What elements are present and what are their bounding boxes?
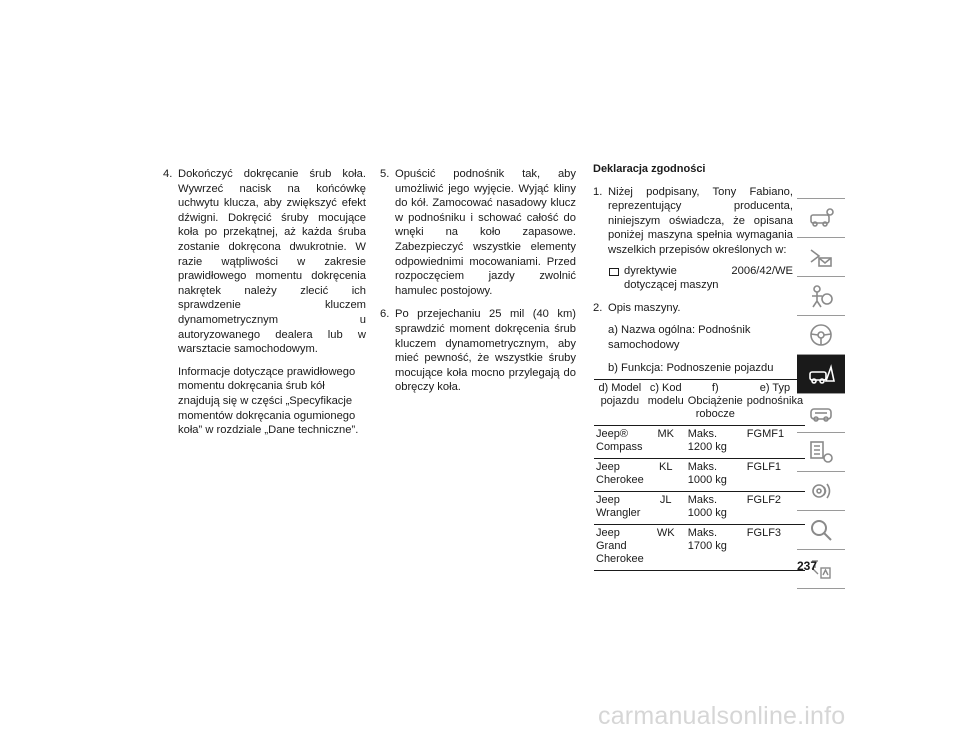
cell-load: Maks. 1000 kg — [686, 459, 745, 492]
cell-model: Jeep Cherokee — [594, 459, 646, 492]
car-info-icon — [807, 205, 835, 231]
directive-bullet — [608, 264, 793, 293]
car-mail-icon — [807, 244, 835, 270]
torque-note: Informacje dotyczące prawidłowego momentu dokręcania śrub kół znajdują się w części „Specyfikacje momentów dokręcania ogumionego koła” w rozdziale „Dane techniczne”. — [178, 365, 359, 437]
step-text: Po przejechaniu 25 mil (40 km) sprawdzić moment dokręcenia śrub kluczem dynamometrycznym, aby mieć pewność, że wszystkie śruby mocujące koła mocno przylegają do obręczy koła. — [395, 308, 576, 394]
tab-driving[interactable] — [797, 315, 845, 354]
step-6 — [380, 307, 576, 395]
safety-people-icon — [807, 283, 835, 309]
cell-model: Jeep® Compass — [594, 426, 646, 459]
tab-safety[interactable] — [797, 276, 845, 315]
item-text: Niżej podpisany, Tony Fabiano, reprezentujący producenta, niniejszym oświadcza, że opisana poniżej maszyna spełnia wymagania wszelkich przepisów określonych w: — [608, 185, 793, 256]
declaration-item-1 — [593, 185, 793, 258]
step-text: Dokończyć dokręcanie śrub koła. Wywrzeć nacisk na końcówkę uchwytu klucza, aby zwiększyć efekt dźwigni. Dokręcić śruby mocujące koła po przekątnej, aż każda śruba zostanie dokręcona dwukrotnie. W razie wątpliwości w zakresie prawidłowego momentu dokręcenia nakrętek należy zlecić ich sprawdzenie kluczem dynamometrycznym u autoryzowanego dealera lub w warsztacie samochodowym. — [178, 168, 366, 356]
table-row — [594, 459, 805, 492]
watermark: carmanualsonline.info — [598, 702, 846, 730]
cell-code: WK — [646, 525, 686, 571]
tab-index[interactable] — [797, 510, 845, 549]
machine-function: b) Funkcja: Podnoszenie pojazdu — [608, 361, 774, 374]
header-code: c) Kod modelu — [646, 380, 686, 426]
settings-list-icon — [807, 439, 835, 465]
table-row — [594, 525, 805, 571]
step-number: 4. — [163, 168, 173, 180]
machine-name: a) Nazwa ogólna: Podnośnik samochodowy — [608, 324, 751, 351]
step-number: 5. — [380, 168, 390, 180]
cell-type: FGLF1 — [745, 459, 805, 492]
emergency-car-icon — [807, 361, 835, 387]
section-heading: Deklaracja zgodności — [593, 163, 706, 175]
declaration-item-2 — [593, 301, 793, 316]
cell-code: MK — [646, 426, 686, 459]
checkbox-bullet-icon — [609, 268, 619, 276]
cell-code: JL — [646, 492, 686, 525]
table-header-row — [594, 380, 805, 426]
bullet-text: dyrektywie 2006/42/WE dotyczącej maszyn — [624, 264, 793, 292]
table-row — [594, 426, 805, 459]
item-number: 1. — [593, 185, 603, 198]
cell-type: FGLF3 — [745, 525, 805, 571]
cell-model: Jeep Wrangler — [594, 492, 646, 525]
item-text: Opis maszyny. — [608, 301, 681, 314]
step-4 — [163, 167, 366, 357]
cell-type: FGLF2 — [745, 492, 805, 525]
steering-wheel-icon — [807, 322, 835, 348]
column-right — [593, 162, 804, 571]
item-number: 2. — [593, 301, 603, 314]
tab-emergency[interactable] — [797, 354, 845, 393]
multimedia-icon — [807, 478, 835, 504]
service-car-icon — [807, 400, 835, 426]
jack-spec-table — [594, 379, 805, 571]
cell-type: FGMF1 — [745, 426, 805, 459]
cell-model: Jeep Grand Cherokee — [594, 525, 646, 571]
table-row — [594, 492, 805, 525]
chapter-tabs — [797, 198, 845, 589]
header-model: d) Model pojazdu — [594, 380, 646, 426]
cell-load: Maks. 1200 kg — [686, 426, 745, 459]
tab-car-info[interactable] — [797, 198, 845, 237]
tab-specs[interactable] — [797, 432, 845, 471]
tab-car-mail[interactable] — [797, 237, 845, 276]
cell-load: Maks. 1000 kg — [686, 492, 745, 525]
column-left — [163, 167, 366, 438]
column-middle — [380, 167, 576, 395]
cell-code: KL — [646, 459, 686, 492]
page-number: 237 — [797, 559, 818, 573]
step-number: 6. — [380, 308, 390, 321]
tab-multimedia[interactable] — [797, 471, 845, 510]
step-text: Opuścić podnośnik tak, aby umożliwić jego wyjęcie. Wyjąć kliny do kół. Zamocować nasadowy klucz w podnośniku i schować całość do wnęki na koło zapasowe. Zabezpieczyć wszystkie elementy odpowiednimi mocowaniami. Przed rozpoczęciem jazdy zwolnić hamulec postojowy. — [395, 168, 576, 297]
tab-service[interactable] — [797, 393, 845, 432]
header-type: e) Typ podnośnika — [745, 380, 805, 426]
search-icon — [807, 517, 835, 543]
step-5 — [380, 167, 576, 298]
header-load: f) Obciążenie robocze — [686, 380, 745, 426]
cell-load: Maks. 1700 kg — [686, 525, 745, 571]
